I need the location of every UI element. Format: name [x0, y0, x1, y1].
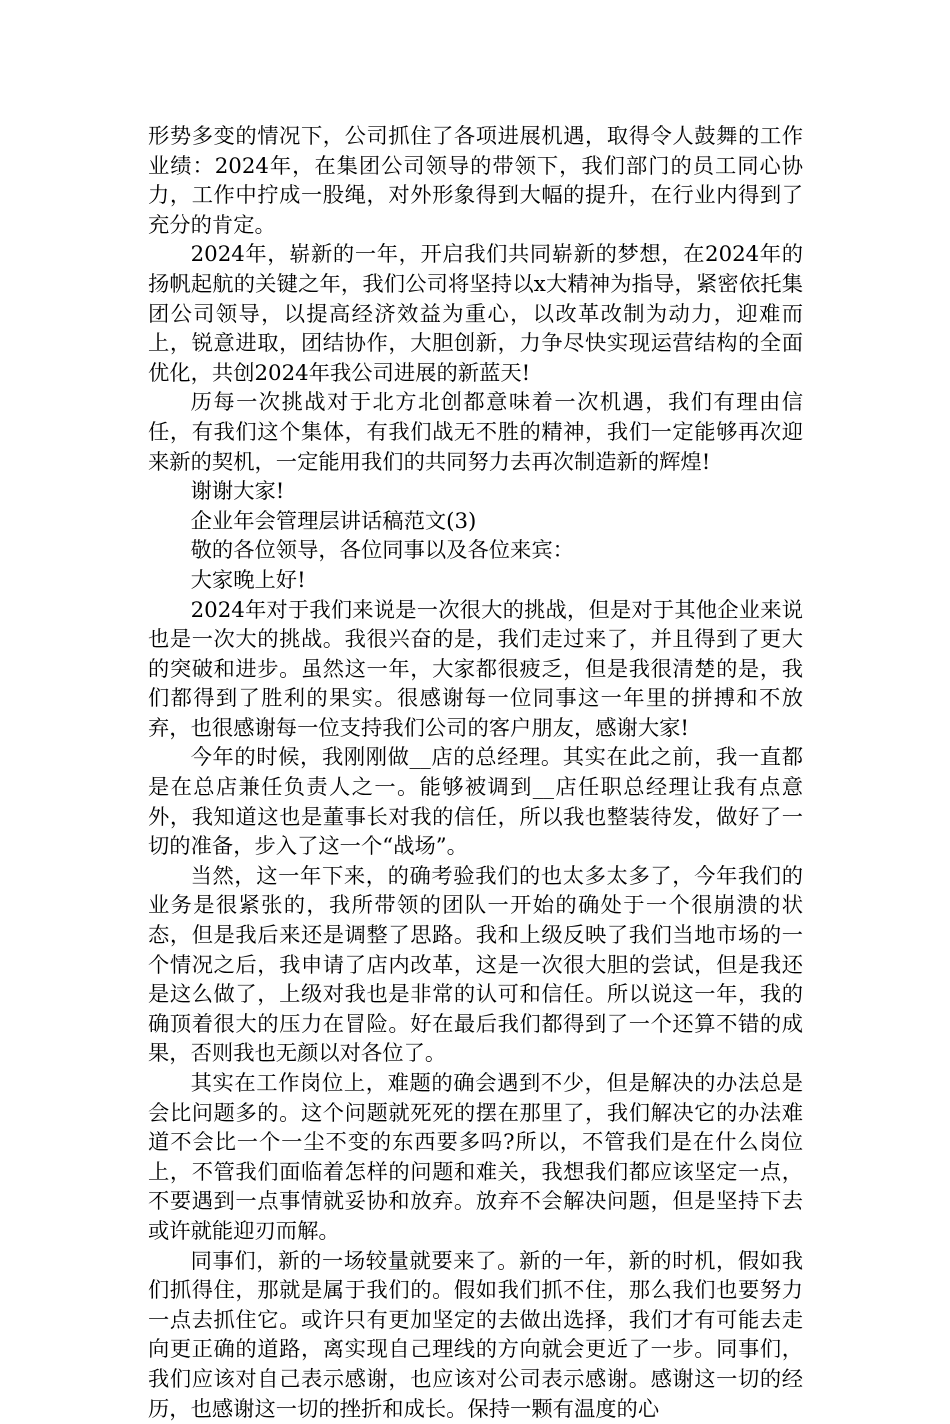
paragraph-11: 其实在工作岗位上，难题的确会遇到不少，但是解决的办法总是会比问题多的。这个问题就死死的摆在那里了，我们解决它的办法难道不会比一个一尘不变的东西要多吗?所以，不管我们是在什么岗位上，不管我们面临着怎样的问题和难关，我想我们都应该坚定一点，不要遇到一点事情就妥协和放弃。放弃不会解决问题，但是坚持下去或许就能迎刃而解。: [148, 1071, 803, 1244]
paragraph-9: 今年的时候，我刚刚做__店的总经理。其实在此之前，我一直都是在总店兼任负责人之一。能够被调到__店任职总经理让我有点意外，我知道这也是董事长对我的信任，所以我也整装待发，做好了一切的准备，步入了这一个“战场”。: [148, 745, 803, 860]
document-body: [148, 122, 803, 1424]
paragraph-3: 历每一次挑战对于北方北创都意味着一次机遇，我们有理由信任，有我们这个集体，有我们战无不胜的精神，我们一定能够再次迎来新的契机，一定能用我们的共同努力去再次制造新的辉煌!: [148, 390, 803, 475]
greeting: 大家晚上好!: [190, 567, 306, 593]
paragraph-8: 2024年对于我们来说是一次很大的挑战，但是对于其他企业来说也是一次大的挑战。我很兴奋的是，我们走过来了，并且得到了更大的突破和进步。虽然这一年，大家都很疲乏，但是我很清楚的是，我们都得到了胜利的果实。很感谢每一位同事这一年里的拼搏和不放弃，也很感谢每一位支持我们公司的客户朋友，感谢大家!: [148, 597, 803, 741]
paragraph-2: 2024年，崭新的一年，开启我们共同崭新的梦想，在2024年的扬帆起航的关键之年，我们公司将坚持以x大精神为指导，紧密依托集团公司领导，以提高经济效益为重心，以改革改制为动力，迎难而上，锐意进取，团结协作，大胆创新，力争尽快实现运营结构的全面优化，共创2024年我公司进展的新蓝天!: [148, 242, 803, 386]
paragraph-10: 当然，这一年下来，的确考验我们的也太多太多了，今年我们的业务是很紧张的，我所带领的团队一开始的确处于一个很崩溃的状态，但是我后来还是调整了思路。我和上级反映了我们当地市场的一个情况之后，我申请了店内改革，这是一次很大胆的尝试，但是我还是这么做了，上级对我也是非常的认可和信任。所以说这一年，我的确顶着很大的压力在冒险。好在最后我们都得到了一个还算不错的成果，否则我也无颜以对各位了。: [148, 863, 803, 1067]
closing-thanks: 谢谢大家!: [190, 479, 285, 505]
paragraph-1: 形势多变的情况下，公司抓住了各项进展机遇，取得令人鼓舞的工作业绩：2024年，在集团公司领导的带领下，我们部门的员工同心协力，工作中拧成一股绳，对外形象得到大幅的提升，在行业内得到了充分的肯定。: [148, 124, 803, 238]
paragraph-12: 同事们，新的一场较量就要来了。新的一年，新的时机，假如我们抓得住，那就是属于我们的。假如我们抓不住，那么我们也要努力一点去抓住它。或许只有更加坚定的去做出选择，我们才有可能去走向更正确的道路，离实现自己理线的方向就会更近了一步。同事们，我们应该对自己表示感谢，也应该对公司表示感谢。感谢这一切的经历，也感谢这一切的挫折和成长。保持一颗有温度的心: [148, 1248, 803, 1422]
salutation: 敬的各位领导，各位同事以及各位来宾：: [190, 538, 574, 564]
section-title: 企业年会管理层讲话稿范文(3): [190, 508, 477, 534]
